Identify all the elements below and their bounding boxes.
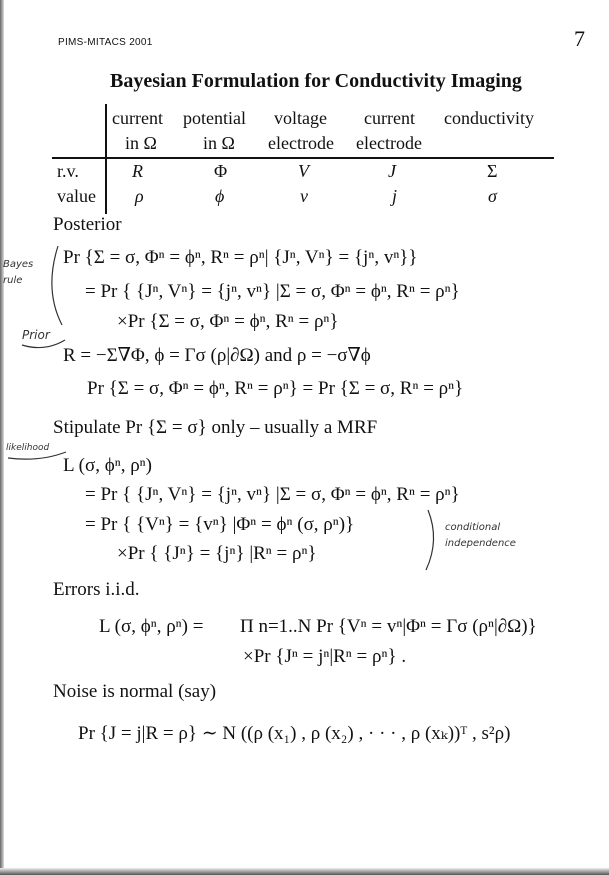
posterior-eq-line3: ×Pr {Σ = σ, Φⁿ = ϕⁿ, Rⁿ = ρⁿ} [117,311,339,332]
annotation-bayes-rule: Bayes rule [3,259,34,286]
cell-phi: ϕ [215,186,225,206]
stipulate-line: Stipulate Pr {Σ = σ} only – usually a MRF [53,417,378,438]
page-title: Bayesian Formulation for Conductivity Imaging [110,70,522,92]
prior-equation: Pr {Σ = σ, Φⁿ = ϕⁿ, Rⁿ = ρⁿ} = Pr {Σ = σ, Rⁿ = ρⁿ} [87,378,464,399]
cell-j: j [392,186,398,206]
noise-equation: Pr {J = j|R = ρ} ∼ N ((ρ (x₁) , ρ (x₂) , · · · , ρ (xₖ))ᵀ , s²ρ) [78,723,511,744]
noise-heading: Noise is normal (say) [53,681,217,702]
annotation-prior: Prior [22,328,50,342]
likelihood-underline-mark [8,452,66,459]
cell-Sigma: Σ [487,161,498,181]
errors-eq-rhs: Π n=1..N Pr {Vⁿ = vⁿ|Φⁿ = Γσ (ρⁿ|∂Ω)} [240,616,537,637]
cell-V: V [298,161,309,181]
bayes-bracket-mark [52,246,62,325]
annotation-conditional-independence: conditional independence [445,522,516,549]
errors-heading: Errors i.i.d. [53,579,140,600]
prior-underline-mark [22,340,65,348]
col-sub-electrode: electrode [268,133,334,153]
col-header-voltage: voltage [274,108,327,128]
page-number: 7 [574,26,585,51]
running-header: PIMS-MITACS 2001 [58,37,153,48]
likelihood-eq-line4: ×Pr { {Jⁿ} = {jⁿ} |Rⁿ = ρⁿ} [117,543,317,564]
cell-sigma: σ [488,186,497,206]
posterior-heading: Posterior [53,214,122,235]
posterior-eq-line1: Pr {Σ = σ, Φⁿ = ϕⁿ, Rⁿ = ρⁿ| {Jⁿ, Vⁿ} = {jⁿ, vⁿ}} [63,247,418,268]
constitutive-relation: R = −Σ∇Φ, ϕ = Γσ (ρ|∂Ω) and ρ = −σ∇ϕ [63,345,371,366]
posterior-eq-line2: = Pr { {Jⁿ, Vⁿ} = {jⁿ, vⁿ} |Σ = σ, Φⁿ = ϕⁿ, Rⁿ = ρⁿ} [85,281,460,302]
errors-eq-line2: ×Pr {Jⁿ = jⁿ|Rⁿ = ρⁿ} . [243,646,407,667]
cell-v: v [300,186,308,206]
col-sub-in-omega-2: in Ω [203,133,235,153]
annotation-likelihood: likelihood [6,443,50,453]
row-label-rv: r.v. [57,161,79,181]
col-sub-electrode-2: electrode [356,133,422,153]
cell-J: J [388,161,396,181]
likelihood-eq-line2: = Pr { {Jⁿ, Vⁿ} = {jⁿ, vⁿ} |Σ = σ, Φⁿ = ϕⁿ, Rⁿ = ρⁿ} [85,484,460,505]
likelihood-eq-line3: = Pr { {Vⁿ} = {vⁿ} |Φⁿ = ϕⁿ (σ, ρⁿ)} [85,514,355,535]
cell-R: R [132,161,143,181]
cell-rho: ρ [135,186,144,206]
cell-Phi: Φ [214,161,228,181]
col-sub-in-omega: in Ω [125,133,157,153]
col-header-conductivity: conductivity [444,108,534,128]
conditional-bracket-mark [426,510,434,570]
col-header-current: current [112,108,163,128]
row-label-value: value [57,186,96,206]
col-header-current-2: current [364,108,415,128]
col-header-potential: potential [183,108,246,128]
likelihood-eq-line1: L (σ, ϕⁿ, ρⁿ) [63,455,152,476]
errors-eq-lhs: L (σ, ϕⁿ, ρⁿ) = [99,616,204,637]
